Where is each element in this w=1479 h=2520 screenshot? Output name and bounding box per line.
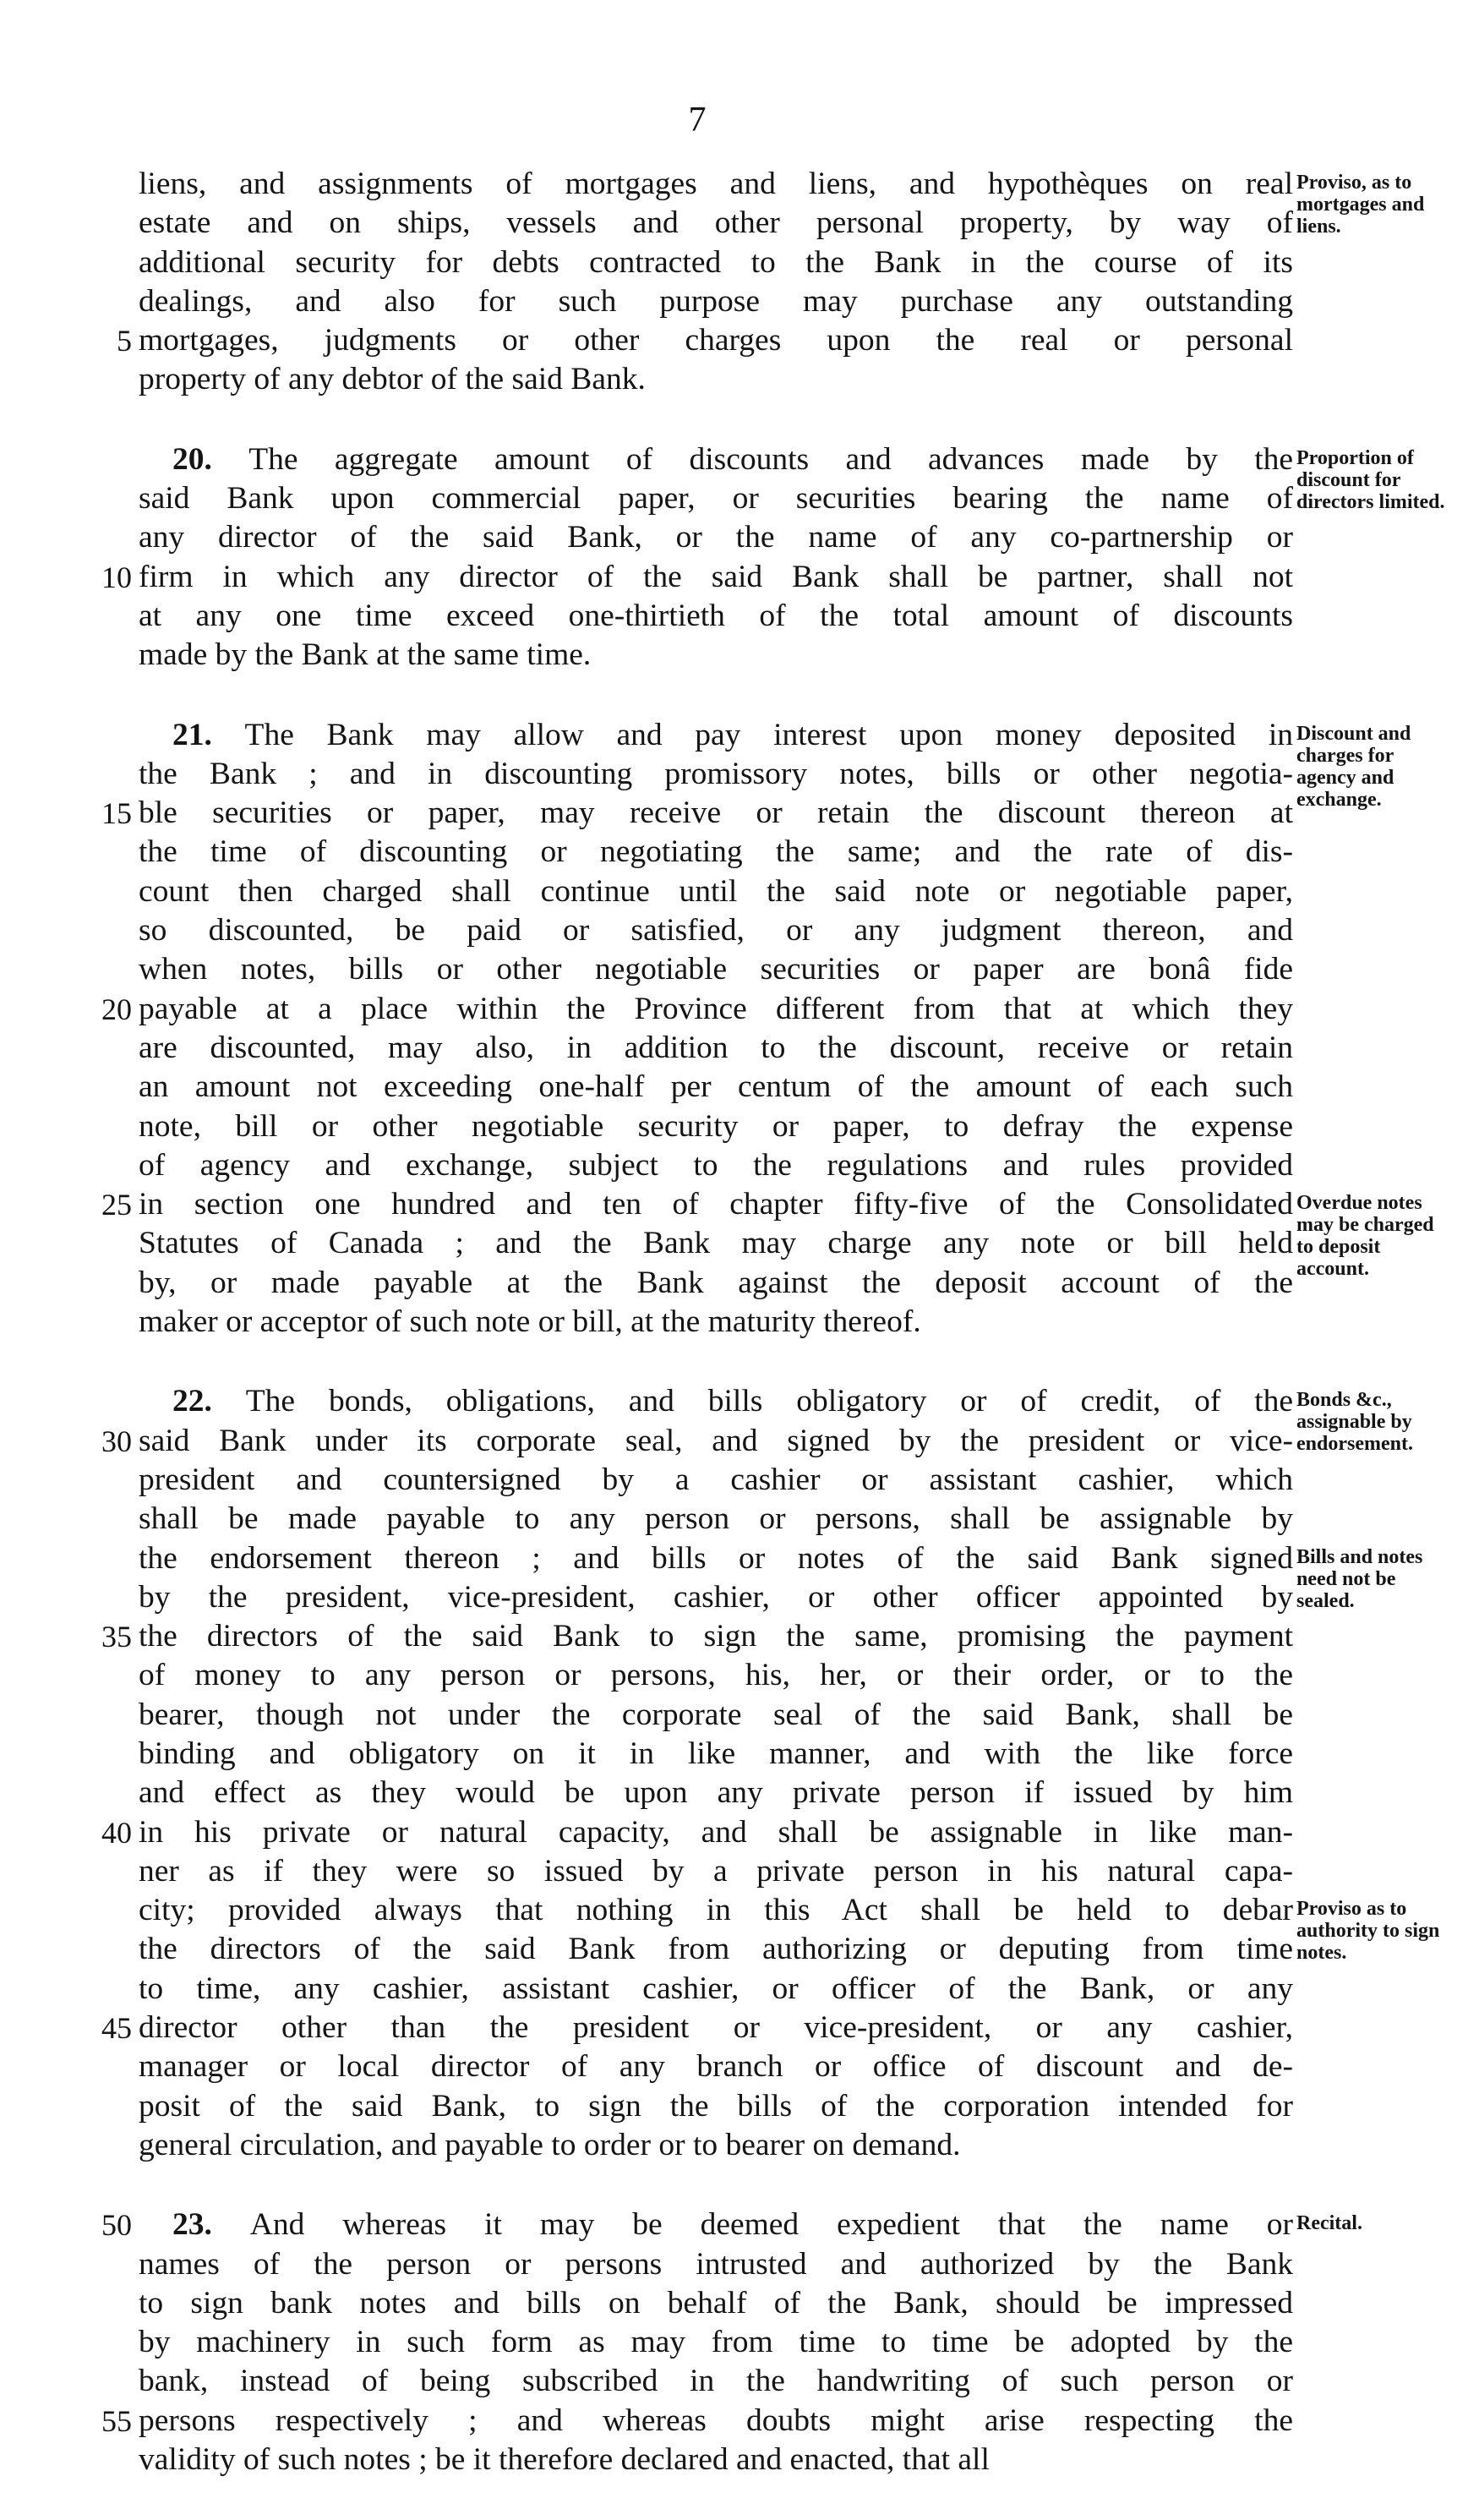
document-body xyxy=(91,165,1444,2520)
line-text: bank, instead of being subscribed in the handwriting of such person or xyxy=(139,2364,1293,2399)
section-number: 20. xyxy=(172,441,249,477)
text-line xyxy=(91,204,1444,243)
text-line xyxy=(91,1303,1444,1342)
line-text: posit of the said Bank, to sign the bills of the corporation intended for xyxy=(139,2088,1293,2124)
text-line xyxy=(91,636,1444,675)
section-3 xyxy=(91,716,1444,1342)
line-number: 20 xyxy=(101,992,132,1026)
line-text: of agency and exchange, subject to the regulations and rules provided xyxy=(139,1147,1293,1183)
text-line xyxy=(91,2009,1444,2047)
text-line xyxy=(91,558,1444,597)
line-text: so discounted, be paid or satisfied, or any judgment thereon, and xyxy=(139,913,1293,948)
line-text: liens, and assignments of mortgages and liens, and hypothèques on real xyxy=(139,167,1293,201)
line-number: 55 xyxy=(101,2403,132,2438)
margin-note: Bills and notes need not be sealed. xyxy=(1296,1545,1423,1612)
text-line xyxy=(91,755,1444,794)
line-text: general circulation, and payable to order or to bearer on demand. xyxy=(139,2127,961,2162)
line-text: names of the person or persons intrusted and authorized by the Bank xyxy=(139,2246,1293,2282)
text-line xyxy=(91,321,1444,360)
line-text: by machinery in such form as may from time to time be adopted by the xyxy=(139,2325,1293,2360)
line-number: 40 xyxy=(101,1815,132,1850)
section-number: 22. xyxy=(172,1384,246,1419)
line-text: validity of such notes ; be it therefore declared and enacted, that all xyxy=(139,2442,990,2478)
page-number: 7 xyxy=(688,101,707,139)
text-line xyxy=(91,1813,1444,1852)
text-line xyxy=(91,1578,1444,1617)
line-text: ble securities or paper, may receive or retain the discount thereon at xyxy=(139,795,1293,831)
line-text: bearer, though not under the corporate seal of the said Bank, shall be xyxy=(139,1697,1293,1732)
text-line xyxy=(91,990,1444,1029)
line-text: firm in which any director of the said Bank shall be partner, shall not xyxy=(139,559,1293,594)
text-line xyxy=(91,2362,1444,2401)
text-line xyxy=(91,518,1444,557)
text-line xyxy=(91,833,1444,872)
line-text: additional security for debts contracted to the Bank in the course of its xyxy=(139,244,1293,280)
text-line xyxy=(91,2126,1444,2165)
text-line xyxy=(91,1264,1444,1303)
text-line xyxy=(91,1930,1444,1969)
margin-note: Proportion of discount for directors limited. xyxy=(1296,446,1445,513)
line-text: dealings, and also for such purpose may purchase any outstanding xyxy=(139,283,1293,319)
text-line xyxy=(91,1422,1444,1461)
text-line xyxy=(91,479,1444,518)
text-line xyxy=(91,1029,1444,1068)
line-number: 25 xyxy=(101,1188,132,1222)
text-line xyxy=(91,360,1444,399)
line-text: the directors of the said Bank from authorizing or deputing from time xyxy=(139,1932,1293,1967)
text-line xyxy=(91,2047,1444,2086)
line-text: are discounted, may also, in addition to the discount, receive or retain xyxy=(139,1030,1293,1065)
line-text: in section one hundred and ten of chapter fifty-five of the Consolidated xyxy=(139,1187,1293,1222)
line-text: maker or acceptor of such note or bill, at the maturity thereof. xyxy=(139,1304,921,1340)
line-text: and effect as they would be upon any private person if issued by him xyxy=(139,1775,1293,1811)
line-text: 20. The aggregate amount of discounts and advances made by the xyxy=(172,441,1293,477)
margin-note: Discount and charges for agency and exchange. xyxy=(1296,722,1411,811)
line-number: 10 xyxy=(101,560,132,594)
line-text: estate and on ships, vessels and other personal property, by way of xyxy=(139,205,1293,241)
line-text: at any one time exceed one-thirtieth of the total amount of discounts xyxy=(139,598,1293,633)
line-text: 21. The Bank may allow and pay interest upon money deposited in xyxy=(172,717,1293,752)
line-text: said Bank upon commercial paper, or securities bearing the name of xyxy=(139,481,1293,517)
line-text: by, or made payable at the Bank against the deposit account of the xyxy=(139,1265,1293,1300)
text-line xyxy=(91,2284,1444,2323)
line-text: payable at a place within the Province different from that at which they xyxy=(139,991,1293,1026)
text-line xyxy=(91,1068,1444,1107)
line-number: 30 xyxy=(101,1424,132,1458)
text-line xyxy=(91,1617,1444,1656)
line-text: the time of discounting or negotiating the same; and the rate of dis- xyxy=(139,834,1293,870)
line-text: Statutes of Canada ; and the Bank may charge any note or bill held xyxy=(139,1226,1293,1261)
section-1 xyxy=(91,165,1444,400)
line-text: 23. And whereas it may be deemed expedient that the name or xyxy=(172,2207,1293,2243)
text-line xyxy=(91,1774,1444,1812)
line-text: made by the Bank at the same time. xyxy=(139,637,592,673)
line-text: property of any debtor of the said Bank. xyxy=(139,362,646,397)
line-number: 35 xyxy=(101,1620,132,1654)
line-text: manager or local director of any branch or office of discount and de- xyxy=(139,2049,1293,2085)
line-text: count then charged shall continue until the said note or negotiable paper, xyxy=(139,873,1293,909)
text-line xyxy=(91,1146,1444,1185)
text-line xyxy=(91,2245,1444,2284)
text-line xyxy=(91,2087,1444,2126)
text-line xyxy=(91,1656,1444,1695)
text-line xyxy=(91,597,1444,636)
section-5 xyxy=(91,2206,1444,2479)
text-line xyxy=(91,794,1444,833)
line-text: city; provided always that nothing in this Act shall be held to debar xyxy=(139,1893,1293,1928)
section-4 xyxy=(91,1382,1444,2165)
line-text: note, bill or other negotiable security or paper, to defray the expense xyxy=(139,1108,1293,1144)
text-line xyxy=(91,1500,1444,1539)
text-line xyxy=(91,2402,1444,2441)
text-line xyxy=(91,2441,1444,2479)
text-line xyxy=(91,2206,1444,2244)
line-number: 5 xyxy=(117,324,132,358)
line-text: the Bank ; and in discounting promissory notes, bills or other negotia- xyxy=(139,756,1293,791)
line-text: in his private or natural capacity, and shall be assignable in like man- xyxy=(139,1814,1293,1850)
text-line xyxy=(91,872,1444,911)
line-text: to time, any cashier, assistant cashier, or officer of the Bank, or any xyxy=(139,1971,1293,2006)
text-line xyxy=(91,1970,1444,2009)
margin-note: Bonds &c., assignable by endorsement. xyxy=(1296,1389,1413,1456)
line-text: to sign bank notes and bills on behalf of the Bank, should be impressed xyxy=(139,2285,1293,2320)
margin-note: Proviso, as to mortgages and liens. xyxy=(1296,172,1425,238)
line-text: of money to any person or persons, his, her, or their order, or to the xyxy=(139,1658,1293,1693)
line-text: shall be made payable to any person or persons, shall be assignable by xyxy=(139,1501,1293,1537)
line-text: when notes, bills or other negotiable securities or paper are bonâ fide xyxy=(139,952,1293,987)
text-line xyxy=(91,282,1444,321)
margin-note: Proviso as to authority to sign notes. xyxy=(1296,1898,1440,1965)
line-text: president and countersigned by a cashier or assistant cashier, which xyxy=(139,1462,1293,1497)
line-number: 15 xyxy=(101,796,132,831)
text-line xyxy=(91,1107,1444,1146)
text-line xyxy=(91,1852,1444,1891)
line-text: persons respectively ; and whereas doubts might arise respecting the xyxy=(139,2402,1293,2438)
text-line xyxy=(91,2323,1444,2362)
text-line xyxy=(91,1735,1444,1774)
line-text: the endorsement thereon ; and bills or notes of the said Bank signed xyxy=(139,1540,1293,1576)
line-text: director other than the president or vice-president, or any cashier, xyxy=(139,2010,1293,2046)
line-text: by the president, vice-president, cashier, or other officer appointed by xyxy=(139,1579,1293,1615)
text-line xyxy=(91,1461,1444,1500)
margin-note: Overdue notes may be charged to deposit account. xyxy=(1296,1192,1434,1281)
line-text: ner as if they were so issued by a private person in his natural capa- xyxy=(139,1853,1293,1889)
text-line xyxy=(91,911,1444,950)
line-text: an amount not exceeding one-half per centum of the amount of each such xyxy=(139,1069,1293,1105)
line-number: 50 xyxy=(101,2208,132,2243)
text-line xyxy=(91,1224,1444,1263)
line-text: 22. The bonds, obligations, and bills obligatory or of credit, of the xyxy=(172,1384,1293,1419)
text-line xyxy=(91,243,1444,282)
line-text: the directors of the said Bank to sign the same, promising the payment xyxy=(139,1619,1293,1654)
text-line xyxy=(91,1696,1444,1735)
section-number: 21. xyxy=(172,717,245,752)
margin-note: Recital. xyxy=(1296,2212,1362,2235)
line-text: binding and obligatory on it in like manner, and with the like force xyxy=(139,1736,1293,1771)
line-text: any director of the said Bank, or the name of any co-partnership or xyxy=(139,520,1293,555)
text-line xyxy=(91,950,1444,989)
section-number: 23. xyxy=(172,2207,250,2243)
line-text: said Bank under its corporate seal, and signed by the president or vice- xyxy=(139,1423,1293,1458)
section-2 xyxy=(91,440,1444,675)
line-text: mortgages, judgments or other charges upon the real or personal xyxy=(139,323,1293,358)
line-number: 45 xyxy=(101,2011,132,2046)
